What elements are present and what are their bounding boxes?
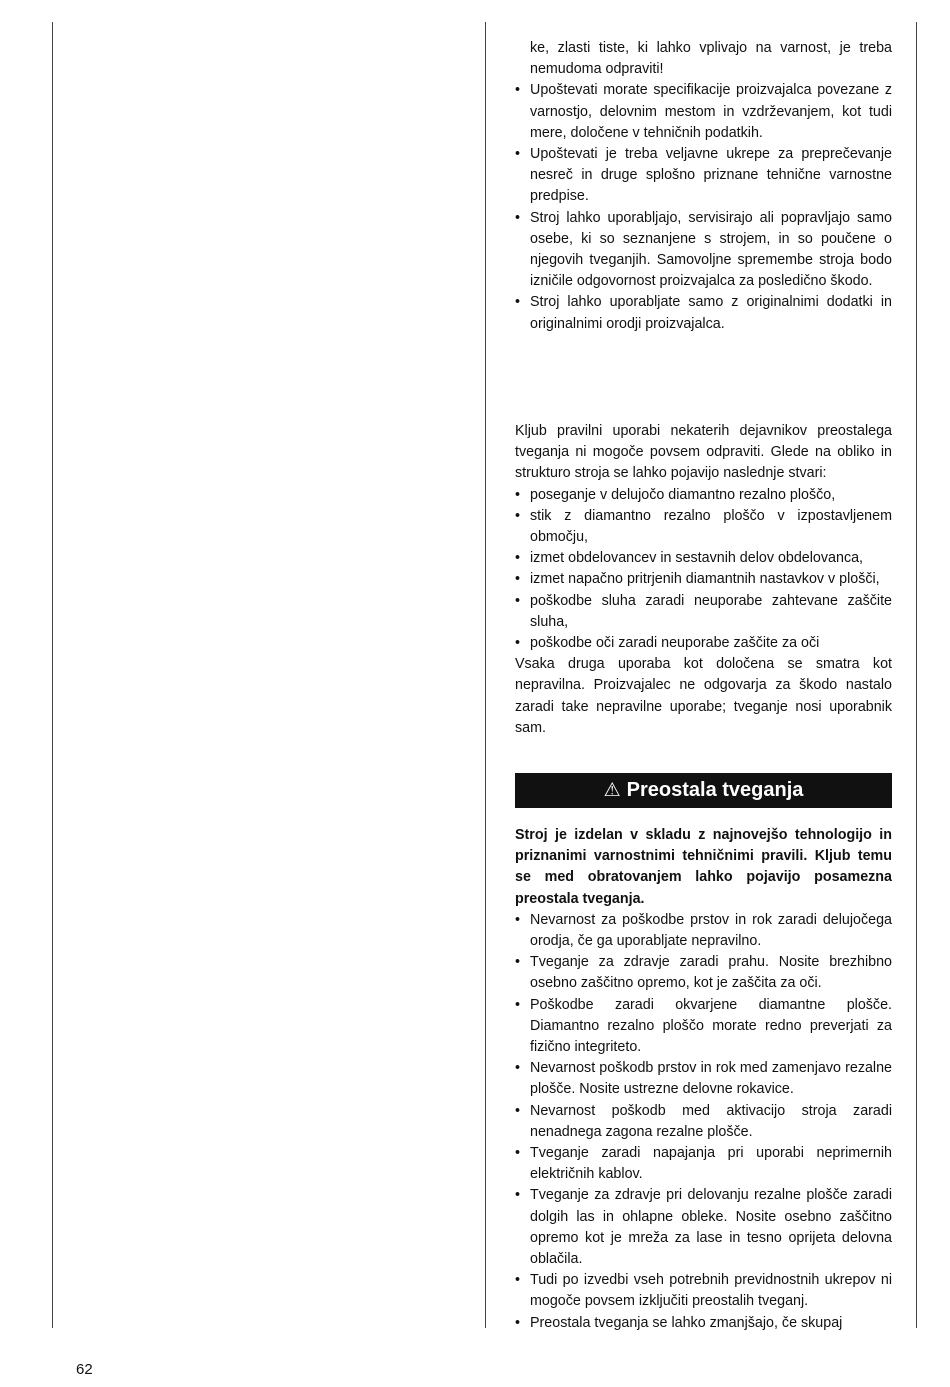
safety-instructions-block bbox=[515, 38, 892, 335]
list-item: • izmet obdelovancev in sestavnih delov obdelovanca, bbox=[515, 548, 892, 569]
middle-column-rule bbox=[485, 22, 486, 1328]
safety-list bbox=[515, 80, 892, 334]
list-item: • poškodbe sluha zaradi neuporabe zahtevane zaščite sluha, bbox=[515, 591, 892, 633]
list-item: • Stroj lahko uporabljate samo z originalnimi dodatki in originalnimi orodji proizvajalca. bbox=[515, 292, 892, 334]
warning-triangle-icon: ⚠ bbox=[603, 780, 621, 801]
list-item: • Poškodbe zaradi okvarjene diamantne plošče. Diamantno rezalno ploščo morate redno preverjati za fizično integriteto. bbox=[515, 995, 892, 1059]
residual-factors-block bbox=[515, 421, 892, 739]
list-item: • Nevarnost za poškodbe prstov in rok zaradi delujočega orodja, če ga uporabljate nepravilno. bbox=[515, 910, 892, 952]
list-item: • Tudi po izvedbi vseh potrebnih previdnostnih ukrepov ni mogoče povsem izključiti preostalih tveganj. bbox=[515, 1270, 892, 1312]
improper-use-text: Vsaka druga uporaba kot določena se smatra kot nepravilna. Proizvajalec ne odgovarja za škodo nastalo zaradi take nepravilne uporabe; tveganje nosi uporabnik sam. bbox=[515, 656, 892, 736]
risks-list bbox=[515, 910, 892, 1334]
list-item: • Tveganje za zdravje zaradi prahu. Nosite brezhibno osebno zaščitno opremo, kot je zaščita za oči. bbox=[515, 952, 892, 994]
risks-intro: Stroj je izdelan v skladu z najnovejšo tehnologijo in priznanimi varnostnimi tehničnimi pravili. Kljub temu se med obratovanjem lahko pojavijo posamezna preostala tveganja. bbox=[515, 827, 892, 907]
section-title: Preostala tveganja bbox=[626, 779, 804, 801]
list-item: • poseganje v delujočo diamantno rezalno ploščo, bbox=[515, 485, 892, 506]
list-item: • Stroj lahko uporabljajo, servisirajo ali popravljajo samo osebe, ki so seznanjene s strojem, in so poučene o njegovih tveganjih. Samovoljne spremembe stroja bodo izničile odgovornost proizvajalca za posledično škodo. bbox=[515, 208, 892, 293]
residual-intro: Kljub pravilni uporabi nekaterih dejavnikov preostalega tveganja ni mogoče povsem odpraviti. Glede na obliko in strukturo stroja se lahko pojavijo naslednje stvari: bbox=[515, 423, 892, 482]
page-number: 62 bbox=[76, 1361, 93, 1378]
list-item: • Tveganje zaradi napajanja pri uporabi neprimernih električnih kablov. bbox=[515, 1143, 892, 1185]
list-item: • Preostala tveganja se lahko zmanjšajo, če skupaj bbox=[515, 1313, 892, 1334]
list-item: • Nevarnost poškodb prstov in rok med zamenjavo rezalne plošče. Nosite ustrezne delovne rokavice. bbox=[515, 1058, 892, 1100]
list-item: • Nevarnost poškodb med aktivacijo stroja zaradi nenadnega zagona rezalne plošče. bbox=[515, 1101, 892, 1143]
residual-risks-block bbox=[515, 825, 892, 1334]
list-item: • izmet napačno pritrjenih diamantnih nastavkov v plošči, bbox=[515, 569, 892, 590]
continuation-text: ke, zlasti tiste, ki lahko vplivajo na varnost, je treba nemudoma odpraviti! bbox=[530, 40, 892, 78]
list-item: • Upoštevati morate specifikacije proizvajalca povezane z varnostjo, delovnim mestom in vzdrževanjem, kot tudi mere, določene v tehničnih podatkih. bbox=[515, 80, 892, 144]
left-column-rule bbox=[52, 22, 53, 1328]
right-column-rule bbox=[916, 22, 917, 1328]
list-item: • Tveganje za zdravje pri delovanju rezalne plošče zaradi dolgih las in ohlapne obleke. Nosite osebno zaščitno opremo kot je mreža za lase in tesno oprijeta delovna oblačila. bbox=[515, 1185, 892, 1270]
section-heading-bar bbox=[515, 773, 892, 808]
residual-list bbox=[515, 485, 892, 655]
list-item: • stik z diamantno rezalno ploščo v izpostavljenem območju, bbox=[515, 506, 892, 548]
list-item: • Upoštevati je treba veljavne ukrepe za preprečevanje nesreč in druge splošno priznane tehnične varnostne predpise. bbox=[515, 144, 892, 208]
list-item: • poškodbe oči zaradi neuporabe zaščite za oči bbox=[515, 633, 892, 654]
